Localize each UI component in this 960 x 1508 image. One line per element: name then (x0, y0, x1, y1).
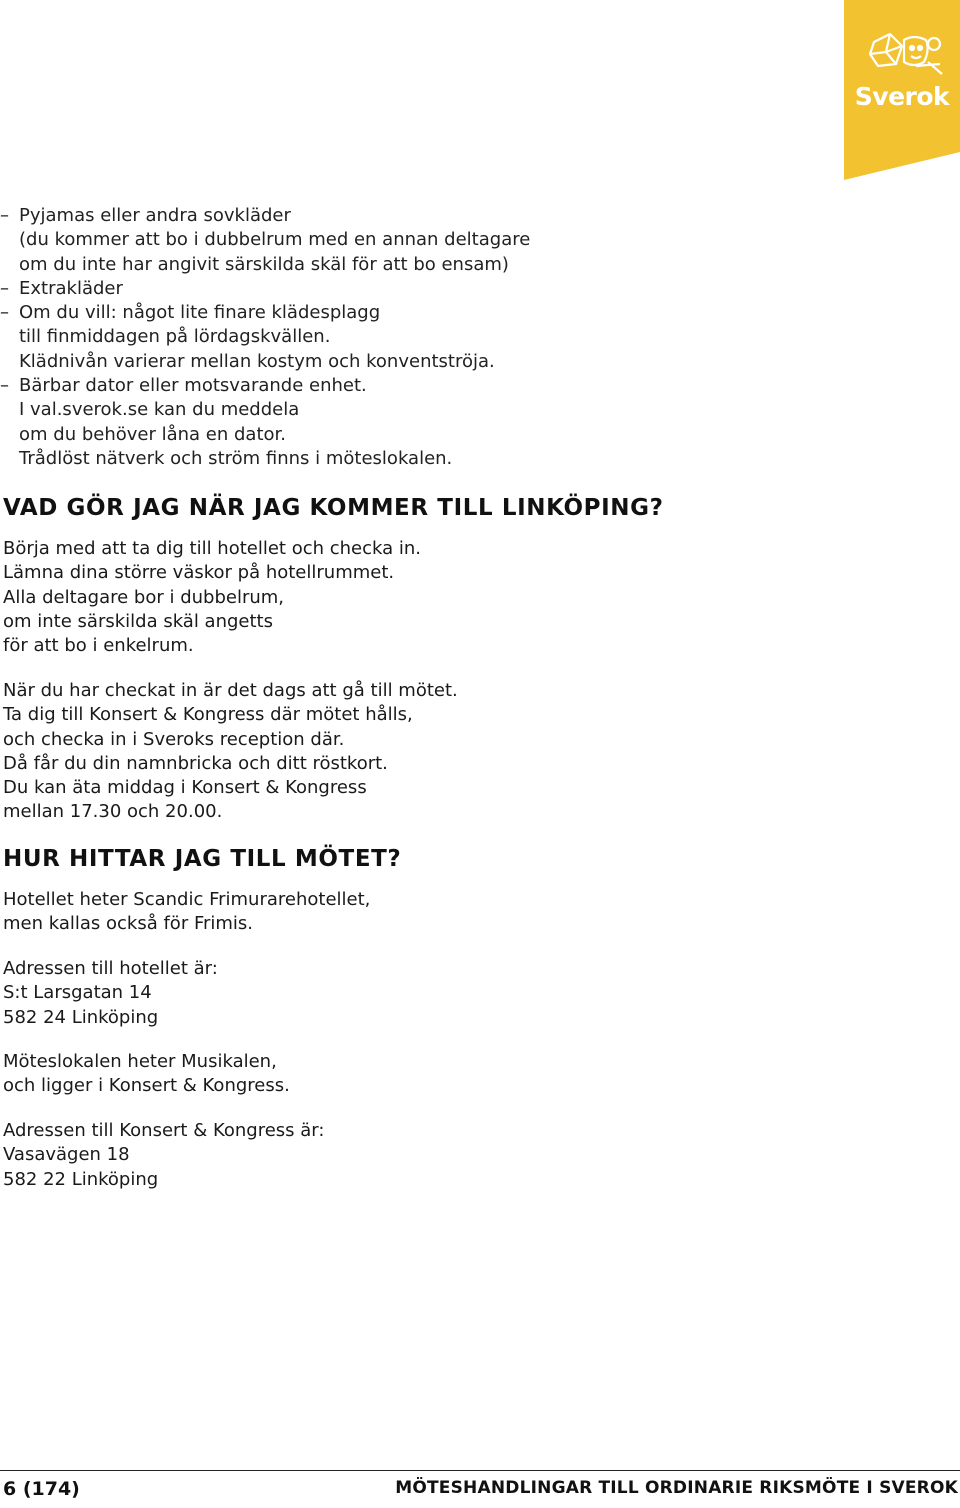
list-item (0, 277, 820, 301)
list-item (0, 447, 820, 471)
text-line: Börja med att ta dig till hotellet och checka in. (3, 538, 422, 559)
list-item-text: till finmiddagen på lördagskvällen. (19, 326, 331, 348)
page-number: 6 (174) (3, 1478, 80, 1500)
list-item-text: Pyjamas eller andra sovkläder (19, 205, 291, 226)
hotel-name-paragraph (3, 888, 370, 937)
list-item-text: Klädnivån varierar mellan kostym och konventströja. (19, 350, 495, 372)
text-line: Möteslokalen heter Musikalen, (3, 1051, 277, 1072)
list-item (0, 325, 820, 349)
text-line: men kallas också för Frimis. (3, 913, 254, 935)
list-item (0, 228, 820, 252)
text-line: Adressen till hotellet är: (3, 958, 218, 979)
text-line: Hotellet heter Scandic Frimurarehotellet, (3, 889, 371, 910)
text-line: Vasavägen 18 (3, 1144, 130, 1166)
text-line: S:t Larsgatan 14 (3, 982, 152, 1004)
list-dash: – (0, 205, 9, 226)
text-line: Adressen till Konsert & Kongress är: (3, 1120, 325, 1141)
section-heading-arrival: VAD GÖR JAG NÄR JAG KOMMER TILL LINKÖPING? (3, 495, 664, 521)
list-item-text: Trådlöst nätverk och ström finns i möteslokalen. (19, 447, 453, 469)
list-item (0, 301, 820, 325)
list-item-text: om du behöver låna en dator. (19, 423, 286, 445)
list-item (0, 204, 820, 228)
arrival-paragraph-2 (3, 679, 458, 825)
text-line: Du kan äta middag i Konsert & Kongress (3, 777, 367, 799)
hotel-address-paragraph (3, 957, 218, 1030)
list-item (0, 398, 820, 422)
list-dash: – (0, 375, 9, 397)
text-line: Ta dig till Konsert & Kongress där mötet hålls, (3, 704, 413, 726)
packing-list (0, 204, 820, 471)
venue-address-paragraph (3, 1119, 324, 1192)
list-item-text: om du inte har angivit särskilda skäl för att bo ensam) (19, 253, 509, 275)
text-line: 582 22 Linköping (3, 1168, 159, 1190)
text-line: När du har checkat in är det dags att gå till mötet. (3, 680, 458, 701)
text-line: Då får du din namnbricka och ditt röstkort. (3, 752, 388, 774)
list-item-text: Bärbar dator eller motsvarande enhet. (19, 375, 367, 397)
sverok-logo (844, 0, 960, 180)
text-line: 582 24 Linköping (3, 1006, 159, 1028)
list-item-text: I val.sverok.se kan du meddela (19, 399, 300, 421)
list-item-text: (du kommer att bo i dubbelrum med en annan deltagare (19, 229, 531, 251)
list-item (0, 350, 820, 374)
arrival-paragraph-1 (3, 537, 421, 658)
text-line: mellan 17.30 och 20.00. (3, 801, 223, 823)
text-line: och ligger i Konsert & Kongress. (3, 1075, 290, 1097)
list-item (0, 374, 820, 398)
logo-wordmark: Sverok (854, 82, 950, 111)
document-title: MÖTESHANDLINGAR TILL ORDINARIE RIKSMÖTE I SVEROK (395, 1478, 958, 1498)
list-dash: – (0, 277, 9, 299)
footer-divider (0, 1470, 960, 1471)
list-dash: – (0, 302, 9, 324)
text-line: för att bo i enkelrum. (3, 635, 194, 657)
section-heading-directions: HUR HITTAR JAG TILL MÖTET? (3, 846, 402, 872)
text-line: om inte särskilda skäl angetts (3, 610, 273, 632)
text-line: Alla deltagare bor i dubbelrum, (3, 586, 285, 608)
text-line: Lämna dina större väskor på hotellrummet. (3, 562, 395, 584)
list-item-text: Extrakläder (19, 277, 123, 299)
list-item-text: Om du vill: något lite finare klädesplagg (19, 302, 381, 324)
list-item (0, 423, 820, 447)
list-item (0, 253, 820, 277)
venue-name-paragraph (3, 1050, 290, 1099)
text-line: och checka in i Sveroks reception där. (3, 728, 345, 750)
